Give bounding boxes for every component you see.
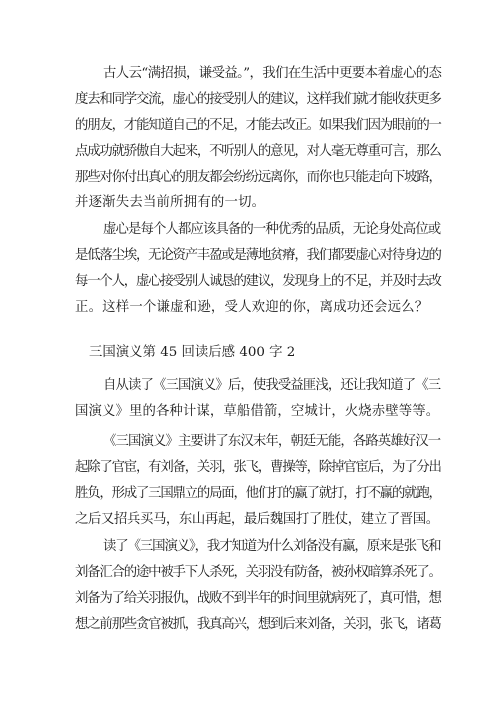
paragraph-line: 起除了官宦，有刘备，关羽，张飞，曹操等，除掉官宦后，为了分出 xyxy=(75,459,441,475)
paragraph-line: 自从读了《三国演义》后，使我受益匪浅，还让我知道了《三 xyxy=(103,378,441,393)
paragraph-line: 是低落尘埃，无论资产丰盈或是薄地贫瘠，我们都要虚心对待身边的 xyxy=(75,247,441,263)
paragraph-line: 胜负，形成了三国鼎立的局面，他们打的赢了就打，打不赢的就跑， xyxy=(75,485,441,501)
paragraph-line: 刘备汇合的途中被手下人杀死，关羽没有防备，被孙权暗算杀死了。 xyxy=(75,564,441,580)
article-heading: 三国演义第 45 回读后感 400 字 2 xyxy=(89,345,296,360)
paragraph-line: 正。这样一个谦虚和逊，受人欢迎的你，离成功还会远么？ xyxy=(75,299,429,315)
paragraph-line: 每一个人，虚心接受别人诚恳的建议，发现身上的不足，并及时去改 xyxy=(75,273,441,289)
paragraph-line: 刘备为了给关羽报仇，战败不到半年的时间里就病死了，真可惜，想 xyxy=(75,590,441,606)
paragraph-3 xyxy=(75,373,440,425)
paragraph-5 xyxy=(75,534,440,638)
paragraph-line: 虚心是每个人都应该具备的一种优秀的品质，无论身处高位或 xyxy=(103,222,441,237)
paragraph-2 xyxy=(75,217,440,321)
paragraph-line: 想之前那些贪官被抓，我真高兴，想到后来刘备，关羽，张飞，诸葛 xyxy=(75,616,441,632)
paragraph-line: 读了《三国演义》，我才知道为什么刘备没有赢，原来是张飞和 xyxy=(103,539,441,554)
paragraph-line: 的朋友，才能知道自己的不足，才能去改正。如果我们因为眼前的一 xyxy=(75,117,441,133)
paragraph-line: 《三国演义》主要讲了东汉末年，朝廷无能，各路英雄好汉一 xyxy=(103,434,441,449)
paragraph-line: 并逐渐失去当前所拥有的一切。 xyxy=(75,195,266,211)
paragraph-line: 点成功就骄傲自大起来，不听别人的意见，对人毫无尊重可言，那么 xyxy=(75,143,441,159)
paragraph-line: 古人云“满招损，谦受益。”，我们在生活中更要本着虚心的态 xyxy=(103,66,442,81)
paragraph-4 xyxy=(75,429,440,533)
paragraph-line: 之后又招兵买马，东山再起，最后魏国打了胜仗，建立了晋国。 xyxy=(75,511,439,527)
paragraph-1 xyxy=(75,61,440,216)
paragraph-line: 国演义》里的各种计谋，草船借箭，空城计，火烧赤壁等等。 xyxy=(75,403,440,419)
paragraph-line: 那些对你付出真心的朋友都会纷纷远离你，而你也只能走向下坡路， xyxy=(75,169,441,185)
paragraph-line: 度去和同学交流，虚心的接受别人的建议，这样我们就才能收获更多 xyxy=(75,91,441,107)
